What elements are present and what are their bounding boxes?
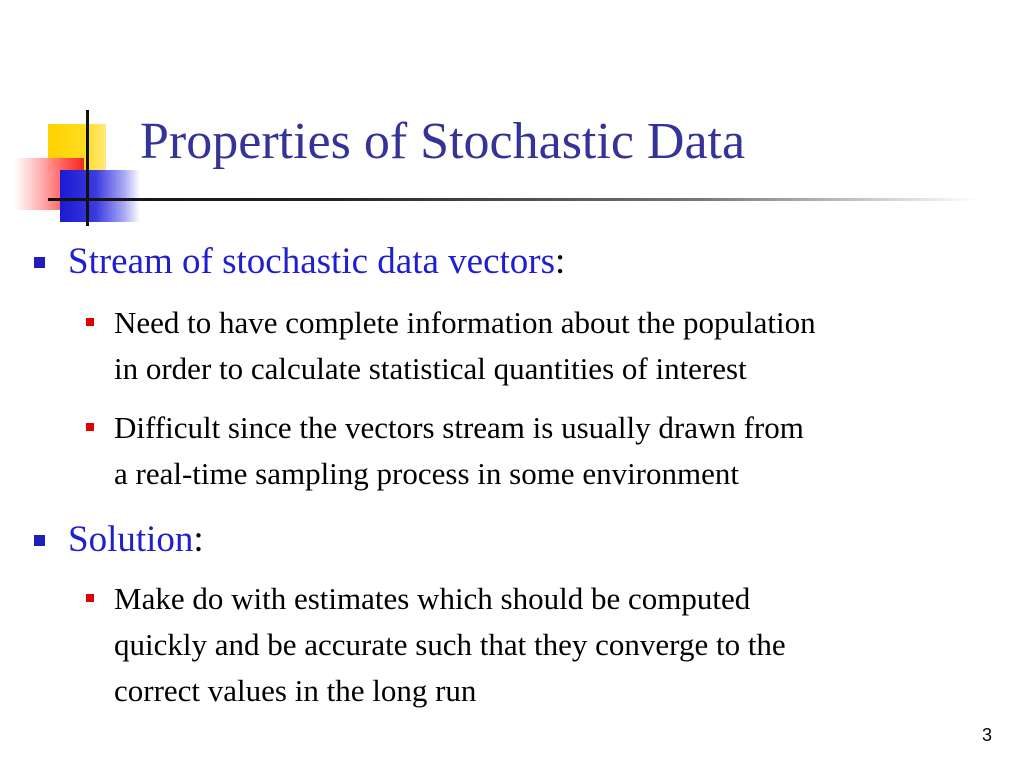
- bullet-colon: :: [555, 241, 566, 282]
- bullet-colon: :: [193, 519, 204, 560]
- square-bullet-icon: [34, 535, 45, 546]
- title-underline: [48, 198, 978, 201]
- sub-bullet-line: a real-time sampling process in some environment: [114, 456, 739, 491]
- blue-square: [60, 170, 140, 222]
- sub-bullet-line: Difficult since the vectors stream is usually drawn from: [114, 410, 804, 445]
- sub-bullet-line: correct values in the long run: [114, 673, 477, 708]
- vertical-rule: [86, 110, 89, 226]
- page-number: 3: [981, 725, 992, 745]
- sub-bullet-line: quickly and be accurate such that they converge to the: [114, 627, 786, 662]
- sub-bullet-line: Make do with estimates which should be computed: [114, 581, 751, 616]
- slide-title: Properties of Stochastic Data: [140, 113, 746, 170]
- square-bullet-icon: [86, 423, 94, 431]
- bullet-heading: Stream of stochastic data vectors: [68, 241, 555, 282]
- square-bullet-icon: [34, 257, 45, 268]
- square-bullet-icon: [86, 594, 94, 602]
- bullet-text: [68, 240, 565, 284]
- bullet-text: [68, 518, 204, 562]
- sub-bullet-line: Need to have complete information about the population: [114, 305, 816, 340]
- square-bullet-icon: [86, 318, 94, 326]
- sub-bullet-line: in order to calculate statistical quantities of interest: [114, 351, 747, 386]
- bullet-heading: Solution: [68, 519, 194, 560]
